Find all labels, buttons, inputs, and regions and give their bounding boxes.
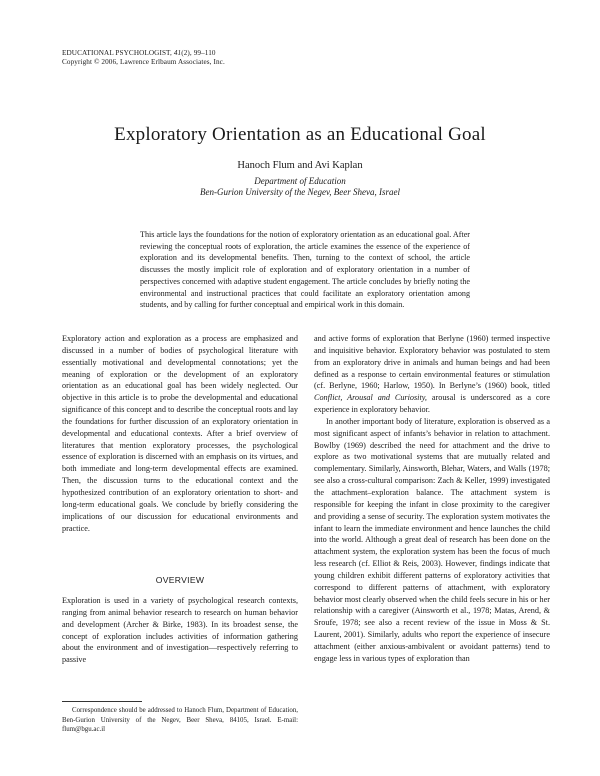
- section-heading-overview: OVERVIEW: [155, 575, 205, 585]
- book-title-italic: Conflict, Arousal and Curiosity,: [314, 393, 427, 403]
- right-column: [314, 333, 550, 665]
- left-column-intro: [62, 333, 298, 534]
- intro-paragraph: Exploratory action and exploration as a process are emphasized and discussed in a number of bodies of psychological literature with essentially motivational and developmental connotations; yet the meaning of exploration or the development of an exploratory orientation as an educational goal has been widely neglected. Our objective in this article is to probe the developmental and educational significance of this concept and to describe the conceptual roots and lay the foundations for further discussion of an exploratory orientation in developmental and educational contexts. After a brief overview of literatures that mention exploratory processes, the psychological essence of exploration is discerned with an emphasis on its virtues, and both immediate and long-term developmental effects are examined. Then, the discussion turns to the educational context and the hypothesized contribution of an exploratory orientation to short- and long-term educational goals. We conclude by briefly considering the implications of our discussion for educational environments and practice.: [62, 334, 298, 533]
- journal-volume: 41: [173, 49, 182, 57]
- correspondence-footnote: [62, 706, 298, 735]
- right-paragraph-1: [314, 333, 550, 416]
- author-affiliation: [0, 176, 600, 198]
- footnote-divider: [62, 701, 142, 702]
- journal-citation: [62, 49, 225, 58]
- journal-issue-pages: (2), 99–110: [181, 49, 216, 57]
- affiliation-department: Department of Education: [254, 176, 346, 186]
- article-title: Exploratory Orientation as an Educational Goal: [114, 124, 486, 145]
- p1-text-before: and active forms of exploration that Berlyne (1960) termed inspective and inquisitive behavior. Exploratory behavior was postulated to stem from an exploratory drive in animals and human beings and had been defined as a response to certain environmental features or stimulation (cf. Berlyne, 1960; Harlow, 1950). In Berlyne’s (1960) book, titled: [314, 334, 550, 391]
- copyright-line: Copyright © 2006, Lawrence Erlbaum Associates, Inc.: [62, 58, 225, 66]
- right-paragraph-2: In another important body of literature, exploration is observed as a most significant aspect of infants’s behavior in relation to attachment. Bowlby (1969) described the need for attachment and the drive to explore as two motivational systems that are mutually related and complementary. Similarly, Ainsworth, Blehar, Waters, and Walls (1978; see also a cross-cultural comparison: Zach & Keller, 1999) investigated the attachment–exploration balance. The attachment system is responsible for keeping the infant in close proximity to the caregiver and providing a sense of security. The exploration system motivates the infant to learn the immediate environment and hence launches the child into the world. Although a great deal of research has been done on the attachment system, the exploration system has been the focus of much less research (cf. Elliot & Reis, 2003). However, findings indicate that young children exhibit different patterns of exploratory activities that correspond to different patterns of attachment, with exploratory behavior most clearly observed when the child feels secure in his or her relationship with a caregiver (Ainsworth et al., 1978; Matas, Arend, & Sroufe, 1978; see also a recent review of the issue in Moss & St. Laurent, 2001). Similarly, adults who report the experience of insecure attachment (either anxious-ambivalent or avoidant patterns) tend to engage less in various types of exploration than: [314, 416, 550, 663]
- affiliation-university: Ben-Gurion University of the Negev, Beer Sheva, Israel: [199, 187, 401, 197]
- left-column-overview: [62, 595, 298, 666]
- running-header: [62, 49, 225, 67]
- p1-text-after: arousal is underscored as a core experience in exploratory behavior.: [314, 393, 550, 415]
- author-names: Hanoch Flum and Avi Kaplan: [237, 160, 363, 171]
- journal-name: EDUCATIONAL PSYCHOLOGIST,: [62, 49, 172, 57]
- footnote-text: Correspondence should be addressed to Hanoch Flum, Department of Education, Ben-Gurion University of the Negev, Beer Sheva, 84105, Israel. E-mail: flum@bgu.ac.il: [62, 707, 298, 734]
- abstract: This article lays the foundations for the notion of exploratory orientation as an educational goal. After reviewing the conceptual roots of exploration, the article examines the essence of the experience of exploration and its developmental benefits. Then, turning to the context of school, the article discusses the mostly implicit role of exploration and of exploratory orientation in a number of perspectives concerned with adaptive student engagement. The article concludes by briefly noting the environmental and instructional practices that could facilitate an exploratory orientation among students, and by calling for further conceptual and empirical work in this domain.: [140, 230, 470, 310]
- overview-paragraph: Exploration is used in a variety of psychological research contexts, ranging from animal behavior research to research on human behavior and development (Archer & Birke, 1983). In its broadest sense, the concept of exploration includes activities of information gathering about the environment and of investigation—respectively referring to passive: [62, 596, 298, 665]
